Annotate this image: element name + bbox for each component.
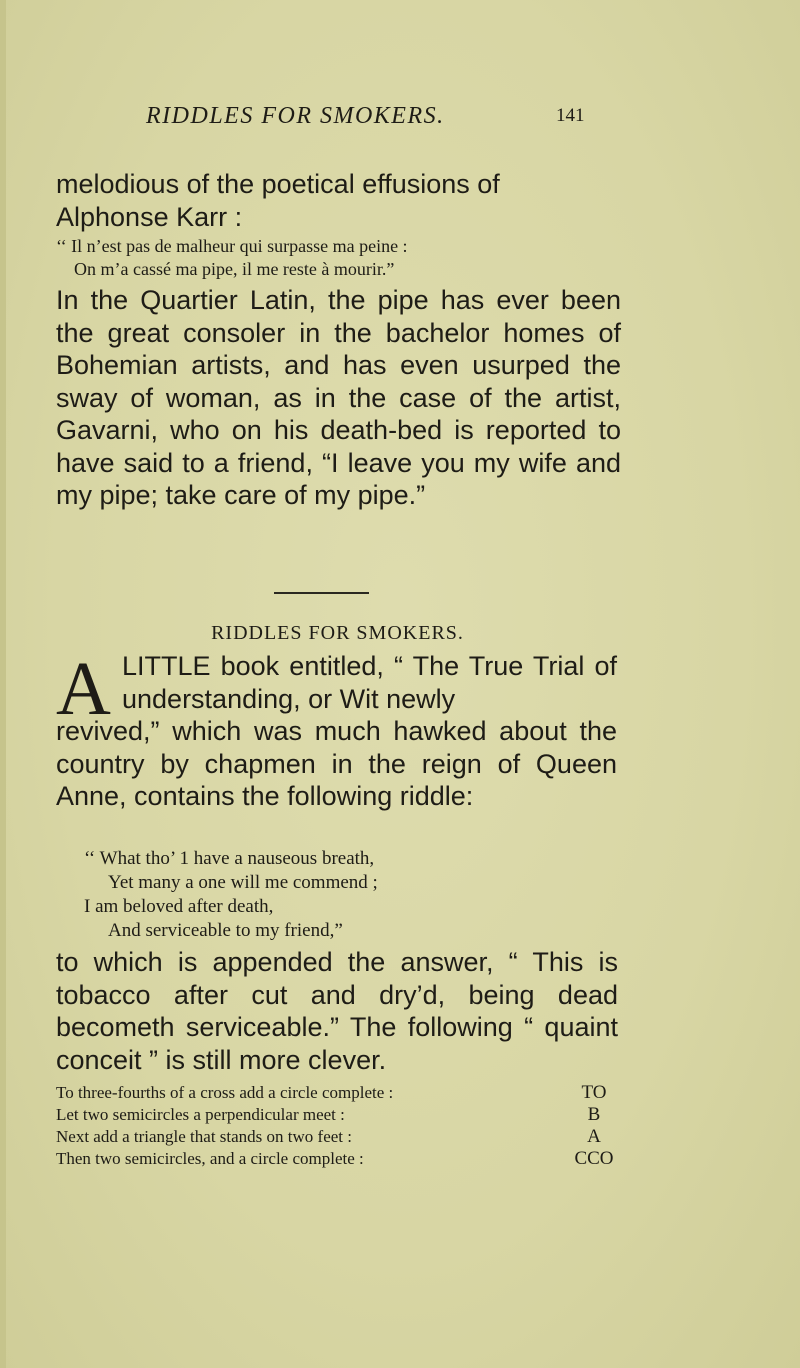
french-quote-line: On m’a cassé ma pipe, il me reste à mourir.” (74, 259, 395, 279)
section-divider (274, 592, 369, 594)
riddle-text: Let two semicircles a perpendicular meet : (56, 1105, 345, 1124)
page-number: 141 (556, 105, 585, 126)
verse-line: Yet many a one will me commend ; (108, 872, 378, 893)
riddle-answer: CCO (574, 1148, 614, 1169)
running-head (0, 103, 800, 139)
riddle-line (56, 1082, 618, 1104)
paragraph-little-book: revived,” which was much hawked about the country by chapmen in the reign of Queen Anne, contains the following riddle: (56, 716, 617, 811)
verse-line: ‘‘ What tho’ 1 have a nauseous breath, (84, 848, 375, 869)
riddle-answer: TO (581, 1082, 607, 1103)
french-quote (56, 235, 616, 281)
riddle-answer: B (587, 1104, 601, 1125)
verse-line: I am beloved after death, (84, 896, 274, 917)
riddle-verse (84, 847, 624, 943)
paragraph-quartier-latin: In the Quartier Latin, the pipe has ever been the great consoler in the bachelor homes of Bohemian artists, and has even usurped the sway of woman, as in the case of the artist, Gavarni, who on his death-bed is reported to have said to a friend, “I leave you my wife and my pipe; take care of my pipe.” (56, 285, 621, 510)
riddle-answer: A (587, 1126, 601, 1147)
riddle-text: To three-fourths of a cross add a circle complete : (56, 1083, 394, 1102)
verse-line: And serviceable to my friend,” (108, 920, 343, 941)
page-edge (0, 0, 6, 1368)
drop-cap: A (56, 647, 111, 731)
french-quote-line: ‘‘ Il n’est pas de malheur qui surpasse ma peine : (56, 236, 408, 256)
section-title: RIDDLES FOR SMOKERS. (211, 622, 464, 644)
paragraph-karr: melodious of the poetical effusions of Alphonse Karr : (56, 169, 500, 232)
paragraph-answer: to which is appended the answer, “ This is tobacco after cut and dry’d, being dead becometh serviceable.” The following “ quaint conceit ” is still more clever. (56, 947, 618, 1075)
running-title: RIDDLES FOR SMOKERS. (146, 103, 445, 129)
riddle-text: Then two semicircles, and a circle complete : (56, 1149, 364, 1168)
riddle-line (56, 1148, 618, 1170)
riddle-block (56, 1082, 618, 1170)
riddle-line (56, 1126, 618, 1148)
riddle-text: Next add a triangle that stands on two feet : (56, 1127, 352, 1146)
riddle-line (56, 1104, 618, 1126)
paragraph-little-book-start: LITTLE book entitled, “ The True Trial of understanding, or Wit newly (122, 651, 617, 714)
